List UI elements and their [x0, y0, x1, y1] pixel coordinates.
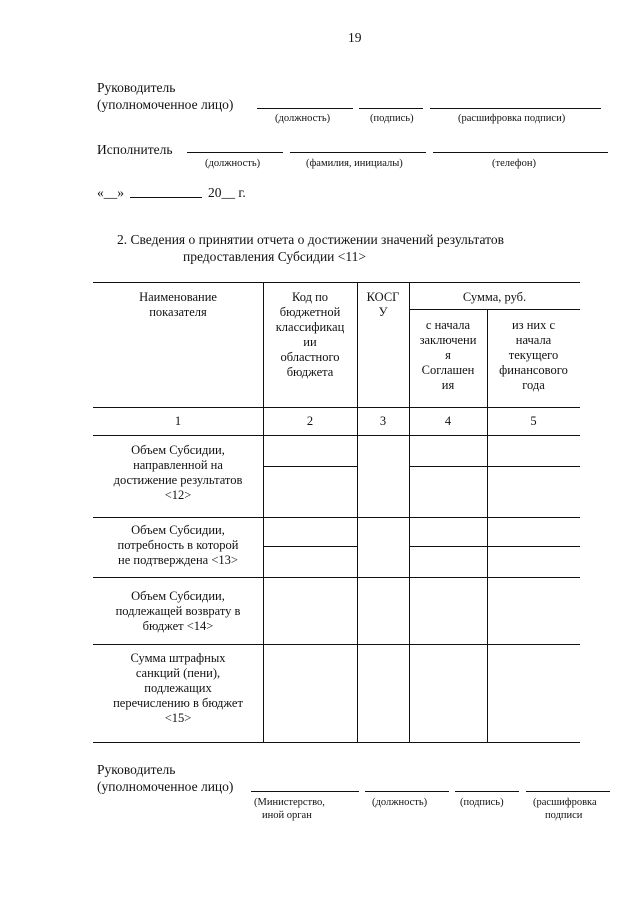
- header-col5-line: текущего: [508, 348, 559, 362]
- signature-line[interactable]: [359, 108, 423, 109]
- table-bottom-border: [93, 742, 580, 743]
- footer-decoding-line[interactable]: [526, 791, 610, 792]
- row1-bottom: [93, 517, 580, 518]
- page-number: 19: [348, 30, 362, 45]
- table-cell[interactable]: [488, 436, 580, 466]
- table-cell[interactable]: [488, 467, 580, 517]
- row-label-subsidy-unconfirmed: [95, 523, 261, 568]
- column-number: 3: [379, 414, 387, 428]
- sum-group-divider: [409, 309, 580, 310]
- header-col4-line: я: [445, 348, 451, 362]
- header-col4-line: Соглашен: [421, 363, 475, 377]
- signature-title-line1: Руководитель: [97, 80, 176, 95]
- col-divider-4: [487, 309, 488, 742]
- row-label-subsidy-directed: [95, 443, 261, 503]
- executor-position-line[interactable]: [187, 152, 283, 153]
- section-heading-line1: 2. Сведения о принятии отчета о достижении значений результатов: [117, 232, 504, 247]
- column-number: 5: [530, 414, 537, 428]
- executor-phone-line[interactable]: [433, 152, 608, 153]
- header-col2-line: областного: [280, 350, 340, 364]
- header-col5-line: из них с: [511, 318, 556, 332]
- row-label-line: Объем Субсидии,: [131, 523, 225, 537]
- header-col2-line: классификац: [275, 320, 345, 334]
- row-label-line: достижение результатов: [113, 473, 243, 487]
- header-col4-line: ия: [441, 378, 455, 392]
- footer-signature-title-line1: Руководитель: [97, 762, 176, 777]
- caption-ministry-line1: (Министерство,: [254, 797, 325, 808]
- header-col1-line: Наименование: [139, 290, 217, 304]
- row2-sub-col2: [263, 546, 357, 547]
- header-col3-line: КОСГ: [366, 290, 400, 304]
- executor-name-line[interactable]: [290, 152, 426, 153]
- caption-position: (должность): [275, 113, 331, 124]
- header-kosgu: [359, 290, 407, 320]
- table-cell[interactable]: [264, 467, 357, 517]
- header-indicator-name: [95, 290, 261, 320]
- header-col4-line: заключени: [419, 333, 477, 347]
- row3-bottom: [93, 644, 580, 645]
- executor-title: Исполнитель: [97, 142, 173, 157]
- row-label-line: не подтверждена <13>: [118, 553, 238, 567]
- row-label-line: бюджет <14>: [142, 619, 214, 633]
- section-heading-line2: предоставления Субсидии <11>: [183, 249, 366, 264]
- caption-footer-position: (должность): [372, 797, 428, 808]
- caption-footer-signature: (подпись): [460, 797, 504, 808]
- signature-title-line2: (уполномоченное лицо): [97, 97, 234, 112]
- header-col1-line: показателя: [149, 305, 207, 319]
- column-number: 2: [306, 414, 314, 428]
- header-col3-line: У: [378, 305, 388, 319]
- header-bottom-border: [93, 407, 580, 408]
- table-cell[interactable]: [410, 436, 487, 466]
- row-label-line: подлежащих: [144, 681, 212, 695]
- footer-signature-line[interactable]: [455, 791, 519, 792]
- row-label-line: перечислению в бюджет: [113, 696, 243, 710]
- header-current-year: [489, 318, 578, 393]
- header-col2-line: бюджета: [286, 365, 334, 379]
- table-cell[interactable]: [358, 436, 409, 742]
- header-col5-line: начала: [515, 333, 552, 347]
- position-line[interactable]: [257, 108, 353, 109]
- row-label-penalties: [95, 651, 261, 726]
- caption-executor-position: (должность): [205, 158, 261, 169]
- caption-ministry-line2: иной орган: [262, 810, 312, 821]
- header-col2-line: Код по: [291, 290, 329, 304]
- table-cell[interactable]: [410, 467, 487, 517]
- table-top-border: [93, 282, 580, 283]
- date-day: «__»: [97, 185, 124, 200]
- row-label-line: санкций (пени),: [135, 666, 221, 680]
- header-col2-line: ии: [303, 335, 317, 349]
- decoding-line[interactable]: [430, 108, 601, 109]
- caption-decoding: (расшифровка подписи): [458, 113, 566, 124]
- row2-bottom: [93, 577, 580, 578]
- header-col5-line: финансового: [499, 363, 568, 377]
- caption-executor-phone: (телефон): [492, 158, 536, 169]
- caption-footer-decoding-line2: подписи: [545, 810, 583, 821]
- row-label-line: направленной на: [133, 458, 223, 472]
- date-year: 20__ г.: [208, 185, 246, 200]
- row-label-line: Объем Субсидии,: [131, 589, 225, 603]
- header-budget-code: [265, 290, 355, 380]
- row-label-line: <15>: [164, 711, 192, 725]
- header-sum-group: Сумма, руб.: [462, 290, 527, 304]
- row-label-line: Сумма штрафных: [130, 651, 226, 665]
- date-month-line[interactable]: [130, 197, 202, 198]
- header-col2-line: бюджетной: [279, 305, 341, 319]
- table-cell[interactable]: [264, 436, 357, 466]
- column-number: 4: [444, 414, 452, 428]
- row-label-line: подлежащей возврату в: [115, 604, 241, 618]
- caption-footer-decoding-line1: (расшифровка: [533, 797, 597, 808]
- footer-signature-title-line2: (уполномоченное лицо): [97, 779, 234, 794]
- ministry-line[interactable]: [251, 791, 359, 792]
- caption-executor-name: (фамилия, инициалы): [306, 158, 403, 169]
- row2-sub-col45: [409, 546, 580, 547]
- header-col5-line: года: [522, 378, 545, 392]
- header-col4-line: с начала: [425, 318, 471, 332]
- row-label-line: <12>: [164, 488, 192, 502]
- column-number: 1: [174, 414, 182, 428]
- footer-position-line[interactable]: [365, 791, 449, 792]
- row-label-line: потребность в которой: [117, 538, 239, 552]
- header-since-agreement: [411, 318, 485, 393]
- row-label-subsidy-return: [95, 589, 261, 634]
- row-label-line: Объем Субсидии,: [131, 443, 225, 457]
- caption-signature: (подпись): [370, 113, 414, 124]
